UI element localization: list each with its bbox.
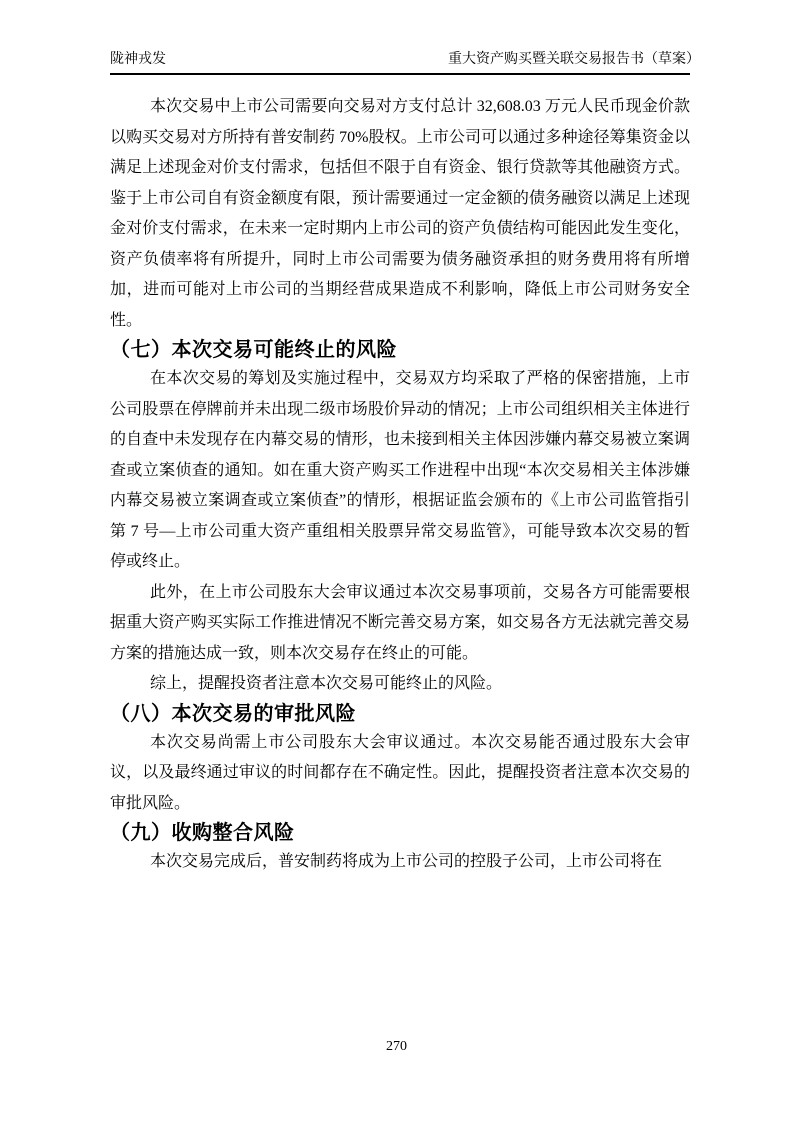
heading-section-9-integration-risk: （九）收购整合风险 <box>110 822 295 844</box>
paragraph-termination-risk-reminder: 综上，提醒投资者注意本次交易可能终止的风险。 <box>150 675 503 692</box>
paragraph-approval-risk: 本次交易尚需上市公司股东大会审议通过。本次交易能否通过股东大会审议，以及最终通过审议的时间都存在不确定性。因此，提醒投资者注意本次交易的审批风险。 <box>110 733 690 812</box>
page-header <box>110 50 700 69</box>
header-company-name: 陇神戎发 <box>110 52 166 67</box>
paragraph-integration-risk-intro: 本次交易完成后，普安制药将成为上市公司的控股子公司，上市公司将在 <box>150 853 663 870</box>
page-footer <box>0 1038 793 1056</box>
heading-section-8-approval-risk: （八）本次交易的审批风险 <box>110 702 356 725</box>
header-report-title: 重大资产购买暨关联交易报告书（草案） <box>448 52 700 67</box>
paragraph-plan-refinement-termination: 此外，在上市公司股东大会审议通过本次交易事项前，交易各方可能需要根据重大资产购买实际工作推进情况不断完善交易方案，如交易各方无法就完善交易方案的措施达成一致，则本次交易存在终止的可能。 <box>110 583 690 662</box>
paragraph-cash-payment-financing-risk: 本次交易中上市公司需要向交易对方支付总计 32,608.03 万元人民币现金价款以购买交易对方所持有普安制药 70%股权。上市公司可以通过多种途径筹集资金以满足上述现金对价支付需求，包括但不限于自有资金、银行贷款等其他融资方式。鉴于上市公司自有资金额度有限，预计需要通过一定金额的债务融资以满足上述现金对价支付需求，在未来一定时期内上市公司的资产负债结构可能因此发生变化，资产负债率将有所提升，同时上市公司需要为债务融资承担的财务费用将有所增加，进而可能对上市公司的当期经营成果造成不利影响，降低上市公司财务安全性。 <box>110 98 690 329</box>
header-divider <box>110 73 690 75</box>
paragraph-insider-trading-suspension: 在本次交易的筹划及实施过程中，交易双方均采取了严格的保密措施，上市公司股票在停牌前并未出现二级市场股价异动的情况；上市公司组织相关主体进行的自查中未发现存在内幕交易的情形，也未接到相关主体因涉嫌内幕交易被立案调查或立案侦查的通知。如在重大资产购买工作进程中出现“本次交易相关主体涉嫌内幕交易被立案调查或立案侦查”的情形，根据证监会颁布的《上市公司监管指引第 7 号—上市公司重大资产重组相关股票异常交易监管》，可能导致本次交易的暂停或终止。 <box>110 370 690 570</box>
page-number: 270 <box>386 1039 407 1054</box>
heading-section-7-termination-risk: （七）本次交易可能终止的风险 <box>110 339 397 361</box>
document-body <box>110 92 690 878</box>
